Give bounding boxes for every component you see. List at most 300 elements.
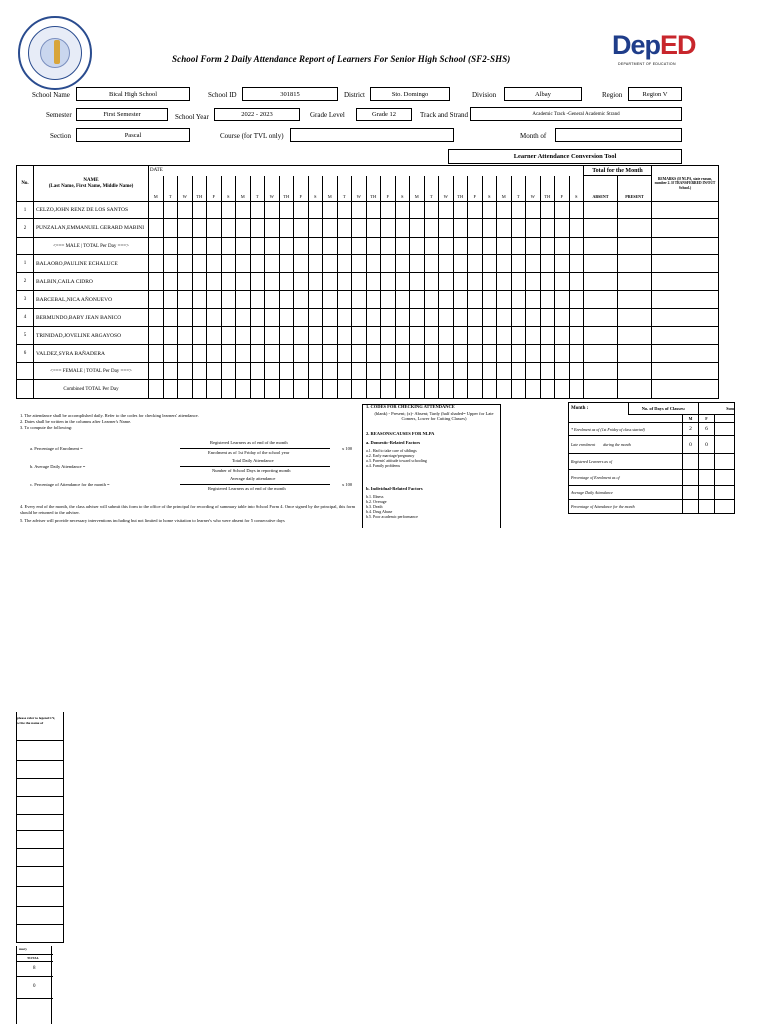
attendance-cell[interactable] [482,255,497,273]
attendance-cell[interactable] [221,202,236,219]
attendance-cell[interactable] [279,345,294,363]
attendance-cell[interactable] [424,255,439,273]
attendance-cell[interactable] [192,219,207,238]
attendance-cell[interactable] [366,238,381,255]
attendance-cell[interactable] [149,380,164,399]
attendance-cell[interactable] [221,380,236,399]
attendance-cell[interactable] [540,345,555,363]
attendance-cell[interactable] [308,238,323,255]
attendance-cell[interactable] [555,219,570,238]
attendance-cell[interactable] [439,238,454,255]
attendance-cell[interactable] [482,291,497,309]
attendance-cell[interactable] [652,327,719,345]
attendance-cell[interactable] [149,273,164,291]
attendance-cell[interactable] [294,309,309,327]
attendance-cell[interactable] [265,273,280,291]
attendance-cell[interactable] [294,255,309,273]
attendance-cell[interactable] [569,363,584,380]
attendance-cell[interactable] [265,345,280,363]
attendance-cell[interactable] [584,327,618,345]
attendance-cell[interactable] [584,273,618,291]
attendance-cell[interactable] [381,255,396,273]
attendance-cell[interactable] [207,363,222,380]
attendance-cell[interactable] [294,291,309,309]
semester-field[interactable]: First Semester [76,108,168,121]
attendance-cell[interactable] [540,238,555,255]
attendance-cell[interactable] [468,327,483,345]
attendance-cell[interactable] [381,327,396,345]
attendance-cell[interactable] [308,202,323,219]
attendance-cell[interactable] [149,309,164,327]
attendance-cell[interactable] [381,345,396,363]
attendance-cell[interactable] [453,327,468,345]
attendance-cell[interactable] [526,291,541,309]
attendance-cell[interactable] [366,273,381,291]
attendance-cell[interactable] [555,255,570,273]
attendance-cell[interactable] [163,238,178,255]
attendance-cell[interactable] [337,327,352,345]
attendance-cell[interactable] [250,309,265,327]
attendance-cell[interactable] [424,345,439,363]
attendance-cell[interactable] [192,238,207,255]
attendance-cell[interactable] [584,255,618,273]
attendance-cell[interactable] [555,345,570,363]
attendance-cell[interactable] [308,327,323,345]
attendance-cell[interactable] [294,219,309,238]
attendance-cell[interactable] [265,380,280,399]
attendance-cell[interactable] [555,309,570,327]
attendance-cell[interactable] [192,291,207,309]
attendance-cell[interactable] [337,309,352,327]
attendance-cell[interactable] [468,363,483,380]
attendance-cell[interactable] [163,380,178,399]
attendance-cell[interactable] [323,380,338,399]
attendance-cell[interactable] [618,345,652,363]
attendance-cell[interactable] [453,219,468,238]
attendance-cell[interactable] [323,238,338,255]
average-attendance-row-male[interactable] [683,486,699,500]
attendance-cell[interactable] [265,238,280,255]
attendance-cell[interactable] [381,238,396,255]
attendance-cell[interactable] [265,291,280,309]
attendance-cell[interactable] [294,202,309,219]
attendance-cell[interactable] [381,309,396,327]
attendance-cell[interactable] [265,202,280,219]
attendance-cell[interactable] [468,219,483,238]
attendance-cell[interactable] [511,327,526,345]
attendance-cell[interactable] [468,273,483,291]
attendance-cell[interactable] [149,345,164,363]
attendance-cell[interactable] [540,309,555,327]
attendance-cell[interactable] [308,309,323,327]
attendance-cell[interactable] [584,363,618,380]
percent-enrolment-row-female[interactable] [699,470,715,486]
attendance-cell[interactable] [294,363,309,380]
attendance-cell[interactable] [618,291,652,309]
school-id-field[interactable]: 301815 [242,87,338,101]
attendance-cell[interactable] [652,363,719,380]
attendance-cell[interactable] [221,238,236,255]
attendance-cell[interactable] [511,238,526,255]
attendance-cell[interactable] [555,327,570,345]
attendance-cell[interactable] [569,309,584,327]
attendance-cell[interactable] [526,327,541,345]
attendance-cell[interactable] [424,380,439,399]
attendance-cell[interactable] [511,273,526,291]
attendance-cell[interactable] [366,219,381,238]
attendance-cell[interactable] [323,327,338,345]
attendance-cell[interactable] [555,238,570,255]
attendance-cell[interactable] [511,309,526,327]
attendance-cell[interactable] [652,345,719,363]
attendance-cell[interactable] [511,345,526,363]
attendance-cell[interactable] [511,202,526,219]
attendance-cell[interactable] [453,273,468,291]
attendance-cell[interactable] [236,202,251,219]
attendance-cell[interactable] [468,255,483,273]
attendance-cell[interactable] [279,219,294,238]
attendance-cell[interactable] [468,380,483,399]
attendance-cell[interactable] [555,291,570,309]
attendance-cell[interactable] [497,327,512,345]
attendance-cell[interactable] [308,273,323,291]
attendance-cell[interactable] [424,202,439,219]
attendance-cell[interactable] [250,327,265,345]
attendance-cell[interactable] [468,238,483,255]
enrolment-row-female[interactable]: 6 [699,423,715,436]
attendance-cell[interactable] [424,219,439,238]
registered-row-male[interactable] [683,454,699,470]
attendance-cell[interactable] [439,380,454,399]
attendance-cell[interactable] [207,380,222,399]
attendance-cell[interactable] [618,327,652,345]
attendance-cell[interactable] [584,291,618,309]
attendance-cell[interactable] [149,291,164,309]
attendance-cell[interactable] [352,219,367,238]
attendance-cell[interactable] [323,309,338,327]
attendance-cell[interactable] [468,309,483,327]
attendance-cell[interactable] [323,202,338,219]
attendance-cell[interactable] [540,363,555,380]
attendance-cell[interactable] [569,273,584,291]
attendance-cell[interactable] [323,291,338,309]
attendance-cell[interactable] [381,380,396,399]
attendance-cell[interactable] [618,273,652,291]
attendance-cell[interactable] [207,345,222,363]
attendance-cell[interactable] [652,238,719,255]
attendance-cell[interactable] [279,363,294,380]
attendance-cell[interactable] [294,327,309,345]
region-field[interactable]: Region V [628,87,682,101]
attendance-cell[interactable] [395,291,410,309]
attendance-cell[interactable] [236,345,251,363]
attendance-cell[interactable] [265,327,280,345]
attendance-cell[interactable] [323,255,338,273]
late-enrolment-row-total[interactable] [715,436,735,454]
attendance-cell[interactable] [410,255,425,273]
attendance-cell[interactable] [381,291,396,309]
attendance-cell[interactable] [439,309,454,327]
attendance-cell[interactable] [366,363,381,380]
course-field[interactable] [290,128,454,142]
attendance-cell[interactable] [250,273,265,291]
attendance-cell[interactable] [584,380,618,399]
attendance-cell[interactable] [584,219,618,238]
attendance-cell[interactable] [540,202,555,219]
attendance-cell[interactable] [366,255,381,273]
enrolment-row-male[interactable]: 2 [683,423,699,436]
attendance-cell[interactable] [236,219,251,238]
attendance-cell[interactable] [352,255,367,273]
attendance-cell[interactable] [250,219,265,238]
month-field[interactable] [555,128,682,142]
attendance-cell[interactable] [279,273,294,291]
attendance-cell[interactable] [618,255,652,273]
percent-enrolment-row-total[interactable] [715,470,735,486]
attendance-cell[interactable] [497,219,512,238]
attendance-cell[interactable] [569,345,584,363]
attendance-cell[interactable] [511,219,526,238]
attendance-cell[interactable] [366,380,381,399]
attendance-cell[interactable] [221,309,236,327]
percent-enrolment-row-male[interactable] [683,470,699,486]
attendance-cell[interactable] [410,273,425,291]
attendance-cell[interactable] [178,363,193,380]
attendance-cell[interactable] [149,238,164,255]
attendance-cell[interactable] [652,291,719,309]
attendance-cell[interactable] [439,345,454,363]
attendance-cell[interactable] [279,327,294,345]
attendance-cell[interactable] [424,363,439,380]
attendance-cell[interactable] [250,363,265,380]
attendance-cell[interactable] [497,202,512,219]
attendance-cell[interactable] [424,238,439,255]
attendance-cell[interactable] [526,273,541,291]
attendance-cell[interactable] [453,380,468,399]
attendance-cell[interactable] [410,380,425,399]
attendance-cell[interactable] [618,309,652,327]
attendance-cell[interactable] [410,202,425,219]
attendance-cell[interactable] [497,345,512,363]
attendance-cell[interactable] [526,202,541,219]
attendance-cell[interactable] [221,345,236,363]
attendance-cell[interactable] [395,309,410,327]
attendance-cell[interactable] [236,309,251,327]
attendance-cell[interactable] [453,363,468,380]
enrolment-row-total[interactable] [715,423,735,436]
attendance-cell[interactable] [178,202,193,219]
attendance-cell[interactable] [221,273,236,291]
attendance-cell[interactable] [618,363,652,380]
attendance-cell[interactable] [569,291,584,309]
attendance-cell[interactable] [352,363,367,380]
attendance-cell[interactable] [424,309,439,327]
attendance-cell[interactable] [294,273,309,291]
division-field[interactable]: Albay [504,87,582,101]
attendance-cell[interactable] [236,255,251,273]
attendance-cell[interactable] [395,219,410,238]
attendance-cell[interactable] [337,255,352,273]
attendance-cell[interactable] [337,202,352,219]
attendance-cell[interactable] [279,309,294,327]
attendance-cell[interactable] [410,238,425,255]
attendance-cell[interactable] [163,255,178,273]
attendance-cell[interactable] [584,345,618,363]
attendance-cell[interactable] [526,363,541,380]
attendance-cell[interactable] [482,202,497,219]
attendance-cell[interactable] [236,238,251,255]
attendance-cell[interactable] [207,255,222,273]
attendance-cell[interactable] [468,291,483,309]
attendance-cell[interactable] [178,380,193,399]
attendance-cell[interactable] [337,363,352,380]
attendance-cell[interactable] [323,273,338,291]
attendance-cell[interactable] [366,345,381,363]
attendance-cell[interactable] [192,345,207,363]
attendance-cell[interactable] [497,291,512,309]
average-attendance-row-total[interactable] [715,486,735,500]
attendance-cell[interactable] [352,273,367,291]
attendance-cell[interactable] [439,363,454,380]
attendance-cell[interactable] [323,345,338,363]
attendance-cell[interactable] [453,291,468,309]
attendance-cell[interactable] [555,363,570,380]
attendance-cell[interactable] [395,363,410,380]
attendance-cell[interactable] [308,380,323,399]
attendance-cell[interactable] [453,345,468,363]
attendance-cell[interactable] [439,219,454,238]
attendance-cell[interactable] [308,255,323,273]
attendance-cell[interactable] [569,219,584,238]
attendance-cell[interactable] [526,345,541,363]
attendance-cell[interactable] [569,327,584,345]
attendance-cell[interactable] [482,345,497,363]
attendance-cell[interactable] [163,273,178,291]
attendance-cell[interactable] [352,309,367,327]
attendance-cell[interactable] [526,219,541,238]
attendance-cell[interactable] [250,238,265,255]
attendance-cell[interactable] [569,238,584,255]
late-enrolment-row-male[interactable]: 0 [683,436,699,454]
attendance-cell[interactable] [482,238,497,255]
attendance-cell[interactable] [395,345,410,363]
attendance-cell[interactable] [323,363,338,380]
district-field[interactable]: Sto. Domingo [370,87,450,101]
attendance-cell[interactable] [569,380,584,399]
attendance-cell[interactable] [294,380,309,399]
attendance-cell[interactable] [178,309,193,327]
attendance-cell[interactable] [410,345,425,363]
attendance-cell[interactable] [294,345,309,363]
attendance-cell[interactable] [482,273,497,291]
attendance-cell[interactable] [149,363,164,380]
school-year-field[interactable]: 2022 - 2023 [214,108,300,121]
attendance-cell[interactable] [410,309,425,327]
attendance-cell[interactable] [381,202,396,219]
attendance-cell[interactable] [410,327,425,345]
attendance-cell[interactable] [395,327,410,345]
attendance-cell[interactable] [555,202,570,219]
attendance-cell[interactable] [192,309,207,327]
attendance-cell[interactable] [279,255,294,273]
attendance-cell[interactable] [236,380,251,399]
attendance-cell[interactable] [149,202,164,219]
attendance-cell[interactable] [207,238,222,255]
attendance-cell[interactable] [482,327,497,345]
attendance-cell[interactable] [352,202,367,219]
attendance-cell[interactable] [337,291,352,309]
attendance-cell[interactable] [395,273,410,291]
attendance-cell[interactable] [540,219,555,238]
attendance-cell[interactable] [395,202,410,219]
attendance-cell[interactable] [279,202,294,219]
attendance-cell[interactable] [482,363,497,380]
attendance-cell[interactable] [221,327,236,345]
attendance-cell[interactable] [149,255,164,273]
attendance-cell[interactable] [453,238,468,255]
attendance-cell[interactable] [163,202,178,219]
attendance-cell[interactable] [366,291,381,309]
attendance-cell[interactable] [482,380,497,399]
attendance-cell[interactable] [294,238,309,255]
attendance-cell[interactable] [221,255,236,273]
attendance-cell[interactable] [236,291,251,309]
attendance-cell[interactable] [352,345,367,363]
attendance-cell[interactable] [337,345,352,363]
attendance-cell[interactable] [584,202,618,219]
percent-attendance-row-female[interactable] [699,500,715,514]
attendance-cell[interactable] [526,238,541,255]
attendance-cell[interactable] [221,291,236,309]
attendance-cell[interactable] [381,219,396,238]
attendance-cell[interactable] [410,363,425,380]
attendance-cell[interactable] [555,273,570,291]
attendance-cell[interactable] [569,255,584,273]
attendance-cell[interactable] [265,309,280,327]
attendance-cell[interactable] [439,202,454,219]
late-enrolment-row-female[interactable]: 0 [699,436,715,454]
attendance-cell[interactable] [584,309,618,327]
attendance-cell[interactable] [250,291,265,309]
attendance-cell[interactable] [424,273,439,291]
attendance-cell[interactable] [652,219,719,238]
attendance-cell[interactable] [652,202,719,219]
attendance-cell[interactable] [424,291,439,309]
percent-attendance-row-total[interactable] [715,500,735,514]
attendance-cell[interactable] [323,219,338,238]
attendance-cell[interactable] [439,291,454,309]
attendance-cell[interactable] [250,255,265,273]
attendance-cell[interactable] [207,273,222,291]
attendance-cell[interactable] [439,327,454,345]
attendance-cell[interactable] [540,327,555,345]
attendance-cell[interactable] [308,363,323,380]
attendance-cell[interactable] [526,380,541,399]
attendance-cell[interactable] [207,291,222,309]
attendance-cell[interactable] [652,273,719,291]
attendance-cell[interactable] [192,202,207,219]
attendance-cell[interactable] [178,255,193,273]
attendance-cell[interactable] [178,345,193,363]
attendance-cell[interactable] [555,380,570,399]
attendance-cell[interactable] [511,363,526,380]
attendance-cell[interactable] [439,255,454,273]
attendance-cell[interactable] [439,273,454,291]
attendance-cell[interactable] [163,345,178,363]
attendance-cell[interactable] [308,219,323,238]
attendance-cell[interactable] [337,238,352,255]
attendance-cell[interactable] [308,345,323,363]
